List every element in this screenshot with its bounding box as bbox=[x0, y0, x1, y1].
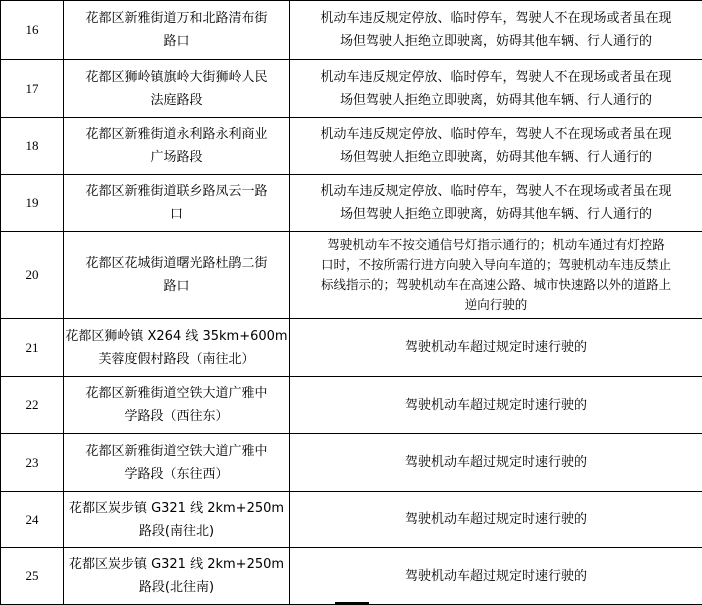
violation-cell bbox=[290, 1, 702, 60]
violation-line: 驾驶机动车超过规定时速行驶的 bbox=[404, 512, 587, 527]
row-number: 16 bbox=[1, 1, 64, 60]
violation-line: 驾驶机动车超过规定时速行驶的 bbox=[404, 455, 587, 470]
location-line: 路口 bbox=[163, 34, 190, 49]
location-cell bbox=[64, 60, 290, 118]
table-row bbox=[1, 377, 702, 434]
location-line: 花都区新雅街道联乡路凤云一路 bbox=[85, 184, 268, 199]
violation-cell bbox=[290, 60, 702, 118]
location-cell bbox=[64, 175, 290, 232]
row-number: 18 bbox=[1, 118, 64, 175]
row-number: 19 bbox=[1, 175, 64, 232]
location-line: 花都区花城街道曙光路杜鹃二街 bbox=[85, 256, 268, 271]
violation-line: 场但驾驶人拒绝立即驶离，妨碍其他车辆、行人通行的 bbox=[339, 150, 652, 165]
violation-line: 逆向行驶的 bbox=[464, 297, 528, 312]
table-row bbox=[1, 1, 702, 60]
table-row bbox=[1, 434, 702, 492]
location-line: 法庭路段 bbox=[150, 92, 203, 108]
location-line: 学路段（西往东） bbox=[124, 409, 229, 424]
violation-cell bbox=[290, 377, 702, 434]
location-cell bbox=[64, 232, 290, 319]
row-number: 22 bbox=[1, 377, 64, 434]
violation-line: 口时，不按所需行进方向驶入导向车道的；驾驶机动车违反禁止 bbox=[320, 257, 671, 272]
violation-cell bbox=[290, 492, 702, 548]
location-line: 花都区新雅街道万和北路清布街 bbox=[85, 11, 268, 26]
location-cell bbox=[64, 548, 290, 605]
location-line: 花都区新雅街道空铁大道广雅中 bbox=[85, 443, 268, 459]
table-row bbox=[1, 118, 702, 175]
table-row bbox=[1, 548, 702, 605]
location-line: 路口 bbox=[163, 279, 190, 294]
page-bottom-rule bbox=[335, 602, 369, 604]
row-number: 23 bbox=[1, 434, 64, 492]
violation-line: 机动车违反规定停放、临时停车，驾驶人不在现场或者虽在现 bbox=[320, 127, 672, 142]
violation-line: 场但驾驶人拒绝立即驶离，妨碍其他车辆、行人通行的 bbox=[339, 207, 652, 222]
location-line: 广场路段 bbox=[150, 150, 203, 165]
violation-cell bbox=[290, 118, 702, 175]
violation-cell bbox=[290, 175, 702, 232]
location-cell bbox=[64, 1, 290, 60]
violation-line: 驾驶机动车超过规定时速行驶的 bbox=[404, 568, 587, 584]
location-line: 芙蓉度假村路段（南往北） bbox=[98, 351, 255, 367]
location-line: 口 bbox=[169, 207, 183, 222]
violation-line: 驾驶机动车超过规定时速行驶的 bbox=[404, 340, 587, 355]
location-line: 花都区新雅街道永利路永利商业 bbox=[85, 127, 268, 142]
location-line: 花都区狮岭镇 X264 线 35km+600m bbox=[65, 328, 288, 344]
location-line: 花都区狮岭镇旗岭大街狮岭人民 bbox=[85, 69, 268, 85]
violation-line: 场但驾驶人拒绝立即驶离，妨碍其他车辆、行人通行的 bbox=[339, 92, 652, 108]
location-line: 学路段（东往西） bbox=[124, 466, 229, 482]
violation-line: 驾驶机动车不按交通信号灯指示通行的；机动车通过有灯控路 bbox=[327, 237, 665, 252]
violation-line: 机动车违反规定停放、临时停车，驾驶人不在现场或者虽在现 bbox=[320, 69, 672, 85]
row-number: 24 bbox=[1, 492, 64, 548]
table-row bbox=[1, 492, 702, 548]
row-number: 25 bbox=[1, 548, 64, 605]
violation-cell bbox=[290, 232, 702, 319]
table-row bbox=[1, 319, 702, 377]
location-line: 路段(北往南) bbox=[138, 580, 215, 595]
violation-line: 机动车违反规定停放、临时停车，驾驶人不在现场或者虽在现 bbox=[320, 184, 672, 199]
table-row bbox=[1, 232, 702, 319]
location-cell bbox=[64, 434, 290, 492]
location-cell bbox=[64, 492, 290, 548]
violation-line: 机动车违反规定停放、临时停车，驾驶人不在现场或者虽在现 bbox=[320, 11, 672, 26]
violation-cell bbox=[290, 434, 702, 492]
violation-cell bbox=[290, 548, 702, 605]
location-line: 花都区炭步镇 G321 线 2km+250m bbox=[68, 500, 285, 516]
location-line: 花都区新雅街道空铁大道广雅中 bbox=[85, 386, 268, 401]
violation-cell bbox=[290, 319, 702, 377]
row-number: 21 bbox=[1, 319, 64, 377]
table-row bbox=[1, 60, 702, 118]
location-cell bbox=[64, 319, 290, 377]
row-number: 17 bbox=[1, 60, 64, 118]
location-cell bbox=[64, 377, 290, 434]
violation-line: 场但驾驶人拒绝立即驶离，妨碍其他车辆、行人通行的 bbox=[339, 34, 652, 49]
location-cell bbox=[64, 118, 290, 175]
table-row bbox=[1, 175, 702, 232]
location-line: 花都区炭步镇 G321 线 2km+250m bbox=[68, 557, 285, 572]
row-number: 20 bbox=[1, 232, 64, 319]
violation-line: 驾驶机动车超过规定时速行驶的 bbox=[404, 397, 587, 413]
violation-line: 标线指示的；驾驶机动车在高速公路、城市快速路以外的道路上 bbox=[320, 277, 671, 292]
location-line: 路段(南往北) bbox=[138, 523, 215, 539]
